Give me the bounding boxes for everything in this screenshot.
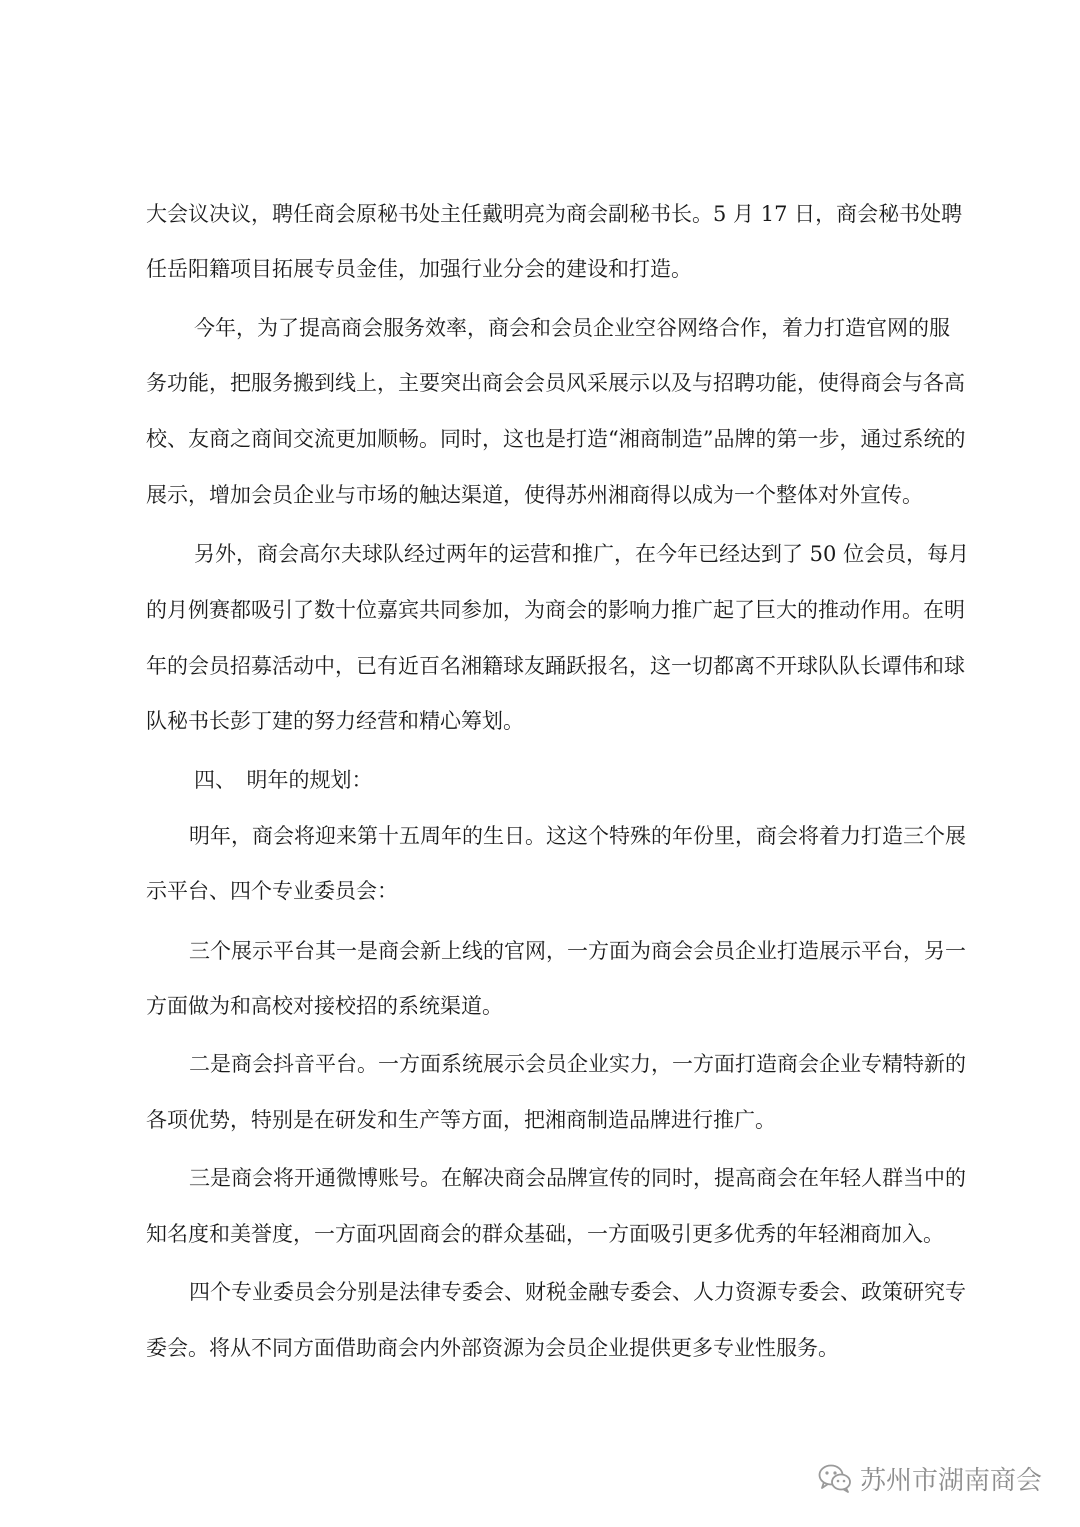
text-line: 三个展示平台其一是商会新上线的官网，一方面为商会会员企业打造展示平台，另一 (189, 939, 966, 963)
text-line: 各项优势，特别是在研发和生产等方面，把湘商制造品牌进行推广。 (146, 1108, 776, 1132)
text-line: 校、友商之商间交流更加顺畅。同时，这也是打造“湘商制造”品牌的第一步，通过系统的 (146, 427, 966, 451)
text-line: 另外，商会高尔夫球队经过两年的运营和推广，在今年已经达到了 50 位会员，每月 (194, 542, 970, 566)
text-line: 的月例赛都吸引了数十位嘉宾共同参加，为商会的影响力推广起了巨大的推动作用。在明 (146, 598, 965, 622)
text-line: 明年，商会将迎来第十五周年的生日。这这个特殊的年份里，商会将着力打造三个展 (189, 824, 966, 848)
text-line: 四个专业委员会分别是法律专委会、财税金融专委会、人力资源专委会、政策研究专 (189, 1280, 966, 1304)
watermark-text: 苏州市湖南商会 (860, 1465, 1043, 1496)
text-line: 示平台、四个专业委员会： (146, 879, 398, 903)
text-line: 展示，增加会员企业与市场的触达渠道，使得苏州湘商得以成为一个整体对外宣传。 (146, 483, 923, 507)
text-line: 务功能，把服务搬到线上，主要突出商会会员风采展示以及与招聘功能，使得商会与各高 (146, 371, 965, 395)
text-line: 今年，为了提高商会服务效率，商会和会员企业空谷网络合作，着力打造官网的服 (194, 316, 950, 340)
text-line: 三是商会将开通微博账号。在解决商会品牌宣传的同时，提高商会在年轻人群当中的 (189, 1166, 966, 1190)
text-line: 队秘书长彭丁建的努力经营和精心筹划。 (146, 709, 524, 733)
text-line: 二是商会抖音平台。一方面系统展示会员企业实力，一方面打造商会企业专精特新的 (189, 1052, 966, 1076)
section-heading: 四、 明年的规划： (194, 768, 373, 792)
text-line: 大会议决议，聘任商会原秘书处主任戴明亮为商会副秘书长。5 月 17 日，商会秘书处聘 (146, 202, 963, 226)
text-line: 知名度和美誉度，一方面巩固商会的群众基础，一方面吸引更多优秀的年轻湘商加入。 (146, 1222, 944, 1246)
text-line: 任岳阳籍项目拓展专员金佳，加强行业分会的建设和打造。 (146, 257, 692, 281)
text-line: 方面做为和高校对接校招的系统渠道。 (146, 994, 503, 1018)
text-line: 年的会员招募活动中，已有近百名湘籍球友踊跃报名，这一切都离不开球队队长谭伟和球 (146, 654, 965, 678)
watermark (818, 1458, 1042, 1498)
text-line: 委会。将从不同方面借助商会内外部资源为会员企业提供更多专业性服务。 (146, 1336, 839, 1360)
wechat-icon (818, 1463, 852, 1493)
